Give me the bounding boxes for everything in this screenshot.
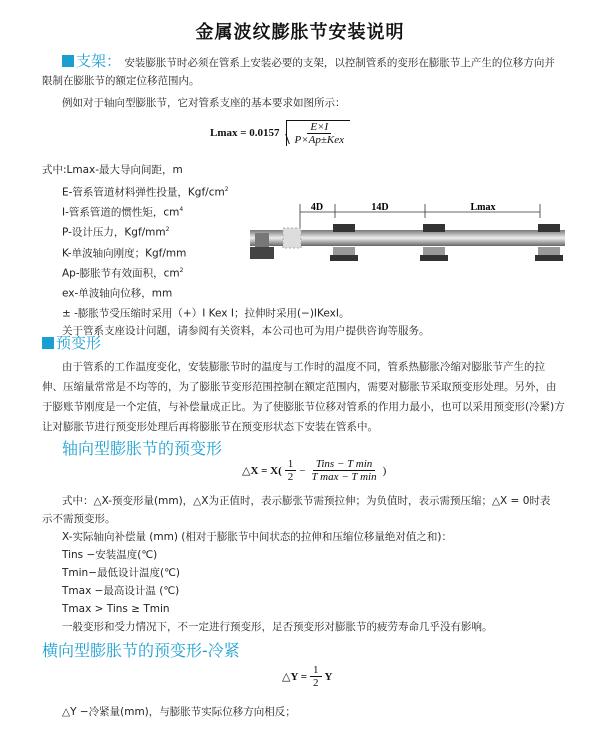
support-diagram — [245, 200, 570, 280]
axial-def-line: Tmax > Tins ≥ Tmin — [62, 603, 170, 615]
predeform-heading: 预变形 — [42, 336, 101, 352]
formula-rhs: Y — [324, 670, 333, 683]
axial-heading: 轴向型膨胀节的预变形 — [62, 439, 223, 458]
anchor — [255, 233, 269, 247]
formula-term: Ap-膨胀节有效面积，$cm^2$ — [62, 266, 184, 280]
formula-term: P-设计压力，Kgf/$mm^2$ — [62, 226, 170, 239]
square-bullet-icon — [42, 337, 54, 349]
label-4d: 4D — [310, 202, 324, 213]
label-14d: 14D — [371, 202, 389, 213]
axial-def-line: 一般变形和受力情况下，不一定进行预变形，足否预变形对膨胀节的疲劳寿命几乎没有影响。 — [62, 621, 493, 633]
formula-numerator: 1 — [310, 664, 322, 677]
predeform-para-line: 让对膨胀节进行预变形处理后再将膨胀节在预变形状态下安装在管系中。 — [42, 421, 378, 433]
bellows — [283, 228, 301, 248]
support-section-line — [62, 54, 555, 70]
predeform-para-line: 于膨账节刚度是一个定值，与补偿量成正比。为了使膨胀节位移对管系的作用力最小，也可以采用预变形(冷紧)方 — [42, 401, 565, 413]
formula-lhs: △X = X( — [242, 465, 282, 477]
formula-term: ex-单波轴向位移，mm — [62, 287, 173, 300]
half-den: 2 — [287, 471, 294, 483]
predeform-para-line: 伸、压缩量常常是不均等的，为了膨胀节变形范围控制在额定范围内，需要对膨胀节采取预变形处理。另外，由 — [42, 381, 557, 393]
half-num: 1 — [285, 458, 297, 471]
square-bullet-icon — [62, 55, 74, 67]
formula-numerator: E×I — [307, 121, 331, 134]
formula-numerator: Tins − T min — [313, 458, 375, 471]
sqrt-sign — [286, 120, 351, 146]
axial-def-line: Tmax −最高设计温 (℃) — [62, 585, 180, 597]
axial-def-line: Tins −安装温度(℃) — [62, 549, 158, 561]
formula-denominator: 2 — [313, 677, 319, 689]
support-note: 关于管系支座设计问题，请参阅有关资料，本公司也可为用户提供咨询等服务。 — [62, 325, 430, 337]
where-lmax: 式中:Lmax-最大导向间距，m — [42, 164, 183, 176]
support-intro: 安装膨胀节时必须在管系上安装必要的支架，以控制管系的变形在膨胀节上产生的位移方向并 — [124, 57, 555, 69]
support-example: 例如对于轴向型膨胀节，它对管系支座的基本要求如图所示： — [62, 97, 346, 109]
formula-term: E-管系管道材料弹性投量，Kgf/$cm^2$ — [62, 186, 229, 199]
lateral-heading: 横向型膨胀节的预变形-冷紧 — [42, 641, 240, 660]
formula-lhs: Lmax = 0.0157 — [210, 127, 280, 139]
lateral-desc: △Y −冷紧量(mm)，与膨胀节实际位移方向相反； — [62, 706, 296, 718]
predeform-para-line: 由于管系的工作温度变化，安装膨胀节时的温度与工作时的温度不同，管系热膨胀冷缩对膨胀节产生的拉 — [62, 361, 545, 373]
minus: − — [299, 464, 306, 477]
support-heading: 支架： — [62, 52, 121, 70]
support-intro-cont: 限制在膨胀节的额定位移范围内。 — [42, 75, 200, 87]
formula-denominator: P×Ap±Kex — [294, 134, 345, 146]
formula-term: K-单波轴向刚度；Kgf/mm — [62, 247, 187, 260]
label-lmax: Lmax — [470, 202, 496, 213]
formula-term: I-管系管道的惯性矩，$cm^4$ — [62, 206, 184, 219]
axial-desc-cont: 示不需预变形。 — [42, 513, 116, 525]
formula-lhs: △Y = — [282, 671, 308, 683]
formula-denominator: T max − T min — [311, 471, 377, 483]
page-title: 金属波纹膨胀节安装说明 — [195, 22, 405, 43]
close-paren: ) — [382, 464, 387, 477]
axial-def-line: X-实际轴向补偿量 (mm) (相对于膨胀节中间状态的拉伸和压缩位移量绝对值之和)： — [62, 531, 452, 543]
lmax-formula — [210, 120, 350, 146]
axial-def-line: Tmin−最低设计温度(℃) — [62, 567, 180, 579]
formula-term: ± -膨胀节受压缩时采用（+）I Kex I；拉伸时采用(−)IKexI。 — [62, 307, 350, 320]
axial-desc: 式中：△X-预变形量(mm)，△X为正值时，表示膨张节需预拉伸；为负值时，表示需预压缩；△X = 0时表 — [62, 495, 551, 507]
lateral-formula — [282, 664, 332, 689]
axial-formula — [242, 458, 386, 483]
